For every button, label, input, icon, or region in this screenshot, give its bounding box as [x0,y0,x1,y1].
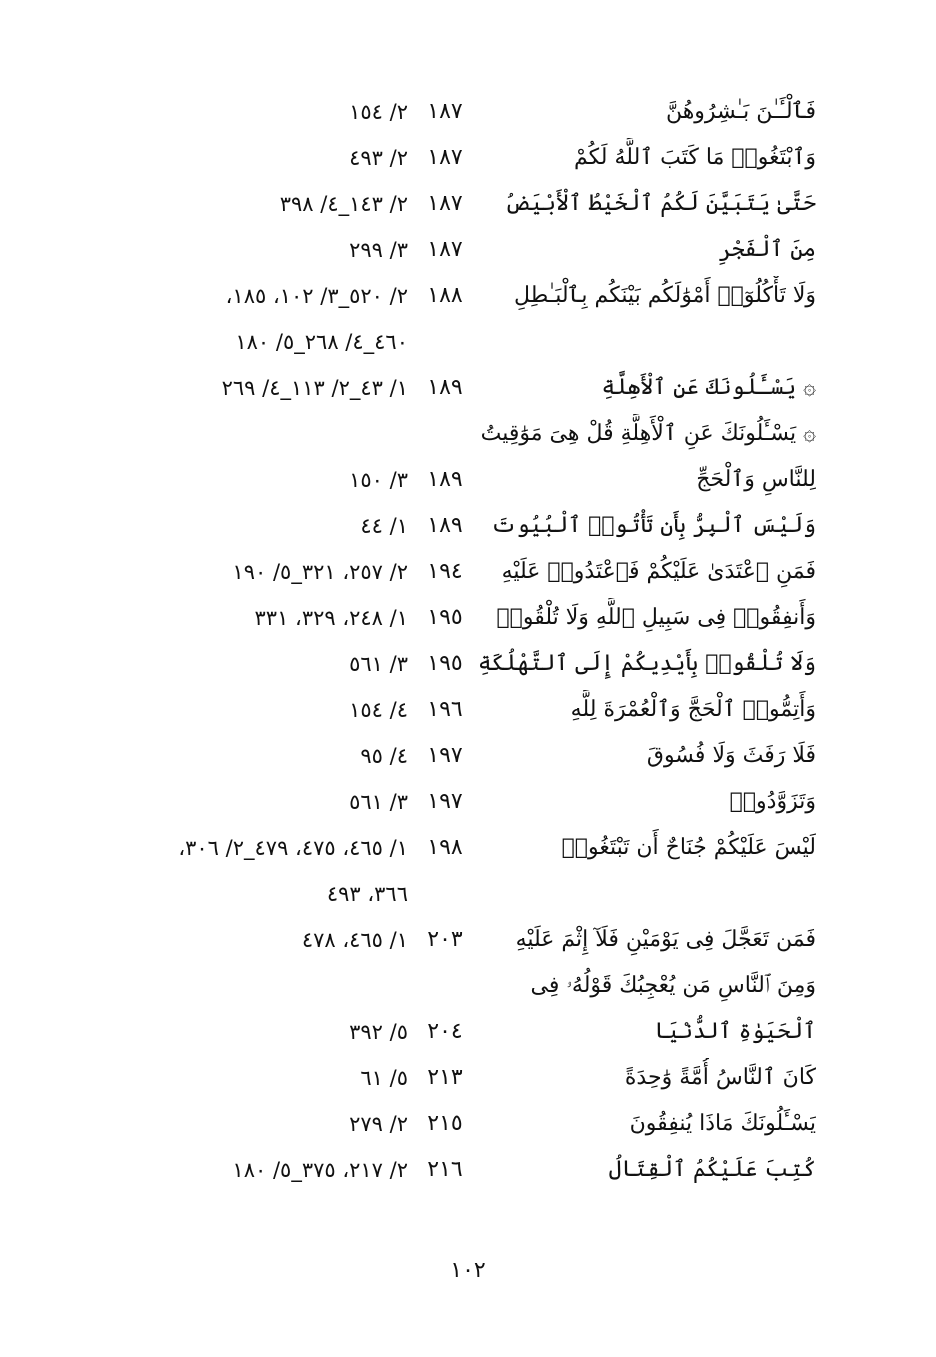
ayah-number: ١٨٩ [427,467,463,492]
ayah-number: ١٨٧ [427,145,463,170]
verse-text: فَٱلْـَٔـٰنَ بَـٰشِرُوهُنَّ [665,99,816,124]
verse-text: ٱلْحَيَوٰةِ ٱلدُّنْيَا [654,1019,816,1044]
ayah-number: ١٨٧ [427,99,463,124]
ayah-number: ١٩٧ [427,789,463,814]
index-row [0,182,936,228]
index-row [0,458,936,504]
index-row [0,688,936,734]
volume-page-references: ١/ ٤٤ [360,514,408,538]
ayah-number: ١٩٧ [427,743,463,768]
verse-text: فَلَا رَفَثَ وَلَا فُسُوقَ [646,743,816,768]
index-row [0,780,936,826]
index-row [0,366,936,412]
ayah-number: ١٨٩ [427,513,463,538]
index-row [0,918,936,964]
index-row [0,136,936,182]
verse-text: يَسْـَٔلُونَكَ مَاذَا يُنفِقُونَ [629,1111,816,1136]
volume-page-references: ٥/ ٦١ [360,1066,408,1090]
volume-page-references: ٢/ ١٥٤ [349,100,408,124]
volume-page-references: ١/ ٤٣_٢/ ١١٣_٤/ ٢٦٩ [221,376,408,400]
verse-text: فَمَنِ ٱعْتَدَىٰ عَلَيْكُمْ فَٱعْتَدُوا۟ عَلَيْهِ [501,559,816,584]
ayah-number: ٢٠٣ [427,927,463,952]
index-row [0,274,936,320]
volume-page-references: ٣/ ٥٦١ [349,790,408,814]
ayah-number: ٢١٣ [427,1065,463,1090]
ayah-number: ١٩٤ [427,559,463,584]
verse-text: وَلَيْسَ ٱلْبِرُّ بِأَن تَأْتُوا۟ ٱلْبُيُوتَ [490,513,816,538]
index-row [0,734,936,780]
verse-text: كُتِبَ عَلَيْكُمُ ٱلْقِتَالُ [608,1157,816,1182]
volume-page-references: ٤/ ١٥٤ [349,698,408,722]
index-row [0,228,936,274]
volume-page-references: ٢/ ٢١٧، ٣٧٥_٥/ ١٨٠ [232,1158,408,1182]
verse-text: وَتَزَوَّدُوا۟ [729,789,816,814]
index-row [0,1148,936,1194]
volume-page-references: ٢/ ٢٧٩ [349,1112,408,1136]
verse-text: لَيْسَ عَلَيْكُمْ جُنَاحٌ أَن تَبْتَغُوا۟ [561,835,816,860]
volume-page-references: ٤/ ٩٥ [360,744,408,768]
volume-page-references: ١/ ٤٦٥، ٤٧٥، ٤٧٩_٢/ ٣٠٦، [178,836,408,860]
ayah-number: ١٨٧ [427,191,463,216]
ayah-number: ١٩٥ [427,651,463,676]
verse-text: كَانَ ٱلنَّاسُ أُمَّةً وَٰحِدَةً [624,1065,816,1090]
index-row [0,596,936,642]
volume-page-references: ٢/ ٤٩٣ [349,146,408,170]
ayah-number: ١٨٩ [427,375,463,400]
index-row [0,412,936,458]
volume-page-references: ٢/ ٥٢٠_٣/ ١٠٢، ١٨٥، [225,284,408,308]
ayah-number: ٢١٥ [427,1111,463,1136]
ayah-number: ١٩٦ [427,697,463,722]
ayah-number: ٢٠٤ [427,1019,463,1044]
verse-text: ۞ يَسْـَٔلُونَكَ عَنِ ٱلْأَهِلَّةِ [601,375,816,400]
index-row [0,964,936,1010]
ayah-number: ١٩٨ [427,835,463,860]
volume-page-references: ٣/ ٢٩٩ [349,238,408,262]
index-row [0,872,936,918]
index-row [0,550,936,596]
ayah-number: ١٨٧ [427,237,463,262]
verse-text: وَمِنَ ٱلنَّاسِ مَن يُعْجِبُكَ قَوْلُهُۥ فِى [530,973,816,998]
index-row [0,90,936,136]
volume-page-references: ٤٦٠_٤/ ٢٦٨_٥/ ١٨٠ [235,330,408,354]
verse-text: لِلنَّاسِ وَٱلْحَجِّ [696,467,816,492]
verse-text: مِنَ ٱلْفَجْرِ [718,237,816,262]
page-number: ١٠٢ [450,1258,486,1283]
index-row [0,320,936,366]
verse-text: فَمَن تَعَجَّلَ فِى يَوْمَيْنِ فَلَآ إِثْمَ عَلَيْهِ [515,927,816,952]
index-row [0,826,936,872]
volume-page-references: ٣٦٦، ٤٩٣ [326,882,408,906]
verse-text: وَٱبْتَغُوا۟ مَا كَتَبَ ٱللَّهُ لَكُمْ [574,145,816,170]
volume-page-references: ٣/ ٥٦١ [349,652,408,676]
index-row [0,1056,936,1102]
index-row [0,642,936,688]
verse-text: حَتَّىٰ يَتَبَيَّنَ لَكُمُ ٱلْخَيْطُ ٱلْأَبْيَضُ [504,191,816,216]
verse-text: وَأَتِمُّوا۟ ٱلْحَجَّ وَٱلْعُمْرَةَ لِلَّهِ [570,697,816,722]
verse-text: وَأَنفِقُوا۟ فِى سَبِيلِ ٱللَّهِ وَلَا تُلْقُوا۟ [496,605,816,630]
verse-text: وَلَا تَأْكُلُوٓا۟ أَمْوَٰلَكُم بَيْنَكُم بِٱلْبَـٰطِلِ [514,283,816,308]
ayah-number: ٢١٦ [427,1157,463,1182]
volume-page-references: ١/ ٢٤٨، ٣٢٩، ٣٣١ [254,606,408,630]
verse-text: ۞ يَسْـَٔلُونَكَ عَنِ ٱلْأَهِلَّةِ قُلْ هِىَ مَوَٰقِيتُ [480,421,816,446]
volume-page-references: ٣/ ١٥٠ [349,468,408,492]
volume-page-references: ٥/ ٣٩٢ [349,1020,408,1044]
volume-page-references: ٢/ ١٤٣_٤/ ٣٩٨ [279,192,408,216]
volume-page-references: ٢/ ٢٥٧، ٣٢١_٥/ ١٩٠ [232,560,408,584]
index-row [0,1010,936,1056]
ayah-number: ١٩٥ [427,605,463,630]
index-row [0,1102,936,1148]
verse-text: وَلَا تُلْقُوا۟ بِأَيْدِيكُمْ إِلَى ٱلتَّهْلُكَةِ [478,651,816,676]
ayah-number: ١٨٨ [427,283,463,308]
verse-index-table [0,90,936,1194]
index-row [0,504,936,550]
volume-page-references: ١/ ٤٦٥، ٤٧٨ [301,928,408,952]
